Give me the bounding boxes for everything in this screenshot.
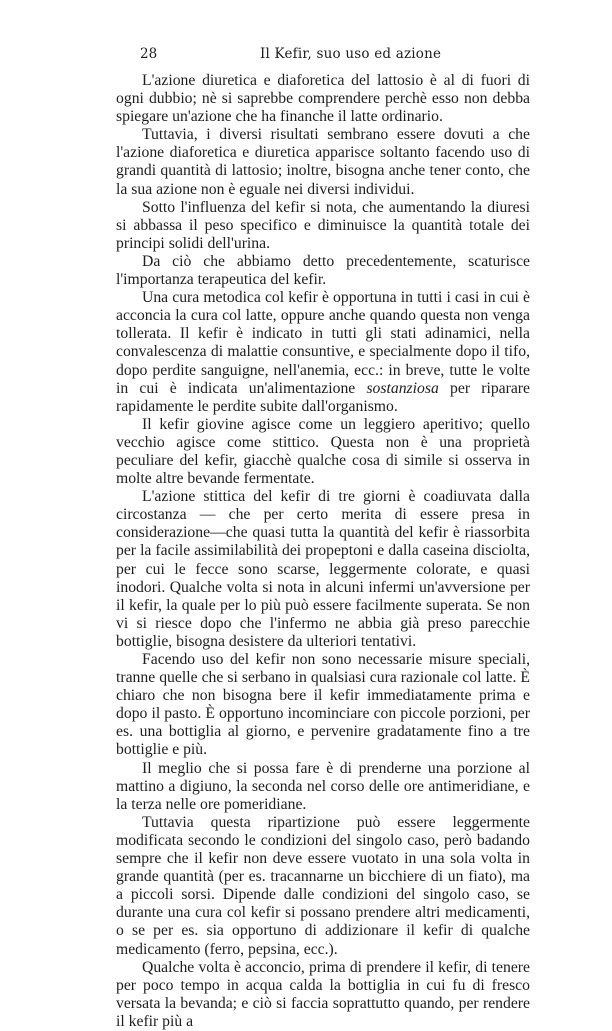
body-text bbox=[116, 72, 530, 1031]
paragraph: Facendo uso del kefir non sono necessarie misure speciali, tranne quelle che si serbano in qualsiasi cura razionale col latte. È chiaro che non bisogna bere il kefir immediatamente prima e dopo il pasto. È opportuno incominciare con piccole porzioni, per es. una bottiglia al giorno, e pervenire gradatamente fino a tre bottiglie e più. bbox=[116, 651, 530, 759]
paragraph: Qualche volta è acconcio, prima di prendere il kefir, di tenere per poco tempo in acqua calda la bottiglia in cui fu di fresco versata la bevanda; e ciò si faccia soprattutto quando, per rendere il kefir più a bbox=[116, 958, 530, 1030]
emphasized-word: sostanziosa bbox=[366, 379, 439, 397]
running-head bbox=[140, 46, 558, 64]
paragraph: L'azione stittica del kefir di tre giorni è coadiuvata dalla circostanza — che per certo merita di essere presa in considerazione—che quasi tutta la quantità del kefir è riassorbita per la facile assimilabilità dei propeptoni e dalla caseina disciolta, per cui le fecce sono scarse, leggermente colorate, e quasi inodori. Qualche volta si nota in alcuni infermi un'avversione per il kefir, la quale per lo più può essere facilmente superata. Se non vi si riesce dopo che l'infermo ne abbia già preso parecchie bottiglie, bisogna desistere da ulteriori tentativi. bbox=[116, 488, 530, 650]
paragraph: Tuttavia, i diversi risultati sembrano essere dovuti a che l'azione diaforetica e diuretica apparisce soltanto facendo uso di grandi quantità di lattosio; inoltre, bisogna anche tener conto, che la sua azione non è eguale nei diversi individui. bbox=[116, 126, 530, 198]
paragraph bbox=[116, 289, 530, 416]
paragraph: Il kefir giovine agisce come un leggiero aperitivo; quello vecchio agisce come stittico. Questa non è una proprietà peculiare del kefir, giacchè qualche cosa di simile si osserva in molte altre bevande fermentate. bbox=[116, 415, 530, 488]
paragraph: Tuttavia questa ripartizione può essere leggermente modificata secondo le condizioni del singolo caso, però badando sempre che il kefir non deve essere vuotato in una sola volta in grande quantità (per es. tracannarne un bicchiere di un fiato), ma a piccoli sorsi. Dipende dalle condizioni del singolo caso, se durante una cura col kefir si possano prendere altri medicamenti, o se per es. sia opportuno di addizionare il kefir di qualche medicamento (ferro, pepsina, ecc.). bbox=[116, 813, 530, 958]
paragraph: L'azione diuretica e diaforetica del lattosio è al di fuori di ogni dubbio; nè si saprebbe comprendere perchè esso non debba spiegare un'azione che ha finanche il latte ordinario. bbox=[116, 72, 530, 126]
paragraph-text-after: per riparare rapidamente le perdite subite dall'organismo. bbox=[116, 379, 530, 415]
paragraph: Sotto l'influenza del kefir si nota, che aumentando la diuresi si abbassa il peso specifico e diminuisce la quantità totale dei principi solidi dell'urina. bbox=[116, 198, 530, 252]
paragraph: Il meglio che si possa fare è di prenderne una porzione al mattino a digiuno, la seconda nel corso delle ore antimeridiane, e la terza nelle ore pomeridiane. bbox=[116, 759, 530, 813]
running-title: Il Kefir, suo uso ed azione bbox=[260, 46, 442, 62]
page-number: 28 bbox=[140, 46, 158, 62]
paragraph-text-before: Una cura metodica col kefir è opportuna in tutti i casi in cui è acconcia la cura col latte, oppure anche quando questa non venga tollerata. Il kefir è indicato in tutti gli stati adinamici, nella convalescenza di malattie consuntive, e specialmente dopo il tifo, dopo perdite sanguigne, nell'anemia, ecc.: in breve, tutte le volte in cui è indicata un'alimentazione bbox=[116, 289, 530, 397]
paragraph: Da ciò che abbiamo detto precedentemente, scaturisce l'importanza terapeutica del kefir. bbox=[116, 252, 530, 289]
